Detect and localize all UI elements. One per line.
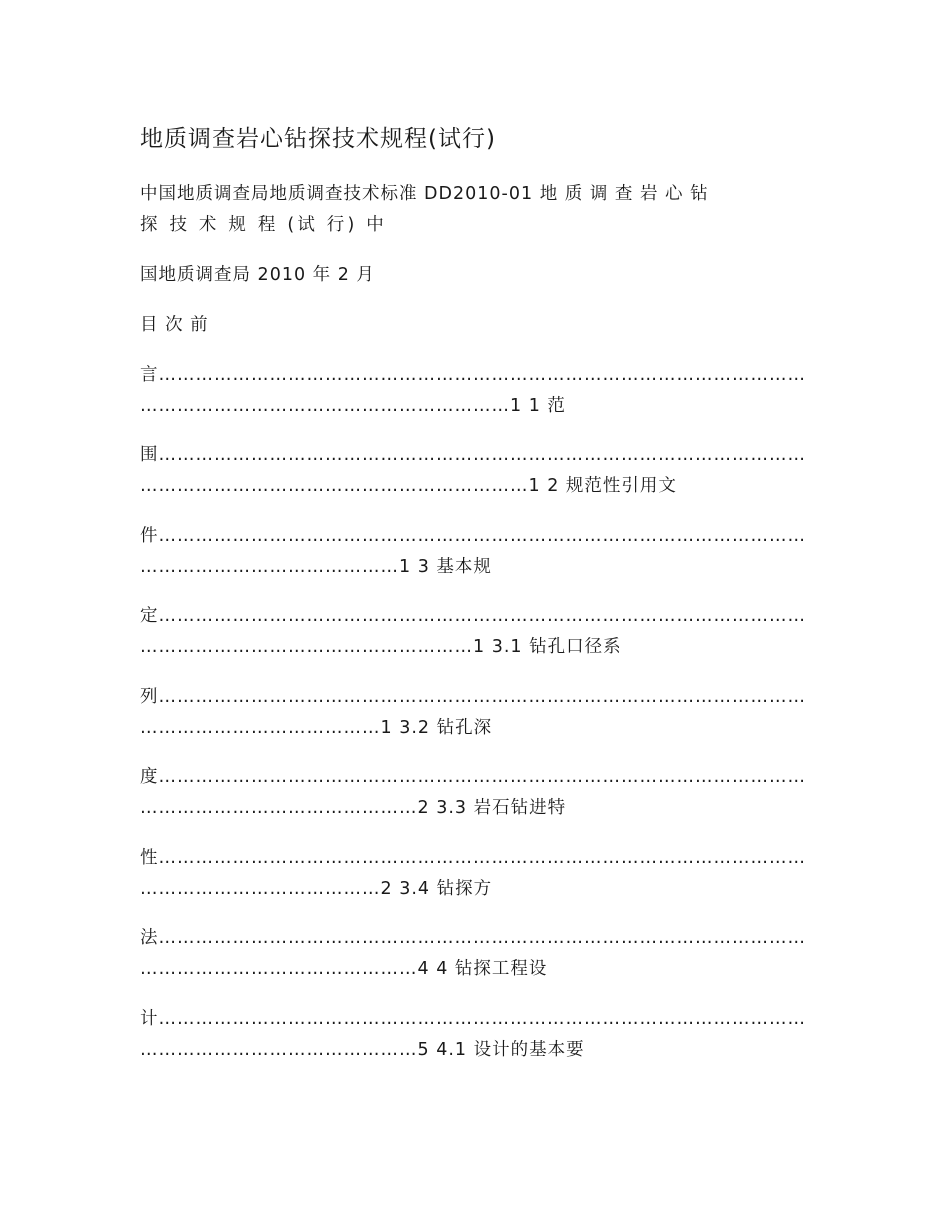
contents-heading: 目 次 前	[140, 315, 209, 335]
toc-line: …………………………………1 3.2 钻孔深	[140, 718, 493, 738]
toc-line: 性……………………………………………………………………………………………	[140, 848, 806, 868]
toc-line: 言……………………………………………………………………………………………	[140, 365, 806, 385]
toc-line: ………………………………………5 4.1 设计的基本要	[140, 1040, 585, 1060]
toc-line: ……………………………………1 3 基本规	[140, 557, 492, 577]
toc-line: ………………………………………2 3.3 岩石钻进特	[140, 798, 567, 818]
toc-line: 计……………………………………………………………………………………………	[140, 1009, 806, 1029]
toc-line: ………………………………………………………1 2 规范性引用文	[140, 476, 677, 496]
toc-line: 定……………………………………………………………………………………………	[140, 606, 806, 626]
document-title: 地质调查岩心钻探技术规程(试行)	[140, 126, 496, 152]
toc-line: 法……………………………………………………………………………………………	[140, 928, 806, 948]
standard-line-2: 探 技 术 规 程 (试 行) 中	[140, 215, 387, 235]
toc-line: …………………………………2 3.4 钻探方	[140, 879, 493, 899]
toc-line: 列……………………………………………………………………………………………	[140, 687, 806, 707]
toc-line: ……………………………………………………1 1 范	[140, 396, 566, 416]
toc-line: ………………………………………………1 3.1 钻孔口径系	[140, 637, 622, 657]
toc-line: 件……………………………………………………………………………………………	[140, 526, 806, 546]
issuer-line: 国地质调查局 2010 年 2 月	[140, 265, 375, 285]
standard-line-1: 中国地质调查局地质调查技术标准 DD2010-01 地 质 调 查 岩 心 钻	[140, 184, 709, 204]
toc-line: ………………………………………4 4 钻探工程设	[140, 959, 548, 979]
toc-line: 围……………………………………………………………………………………………	[140, 445, 806, 465]
toc-line: 度……………………………………………………………………………………………	[140, 767, 806, 787]
